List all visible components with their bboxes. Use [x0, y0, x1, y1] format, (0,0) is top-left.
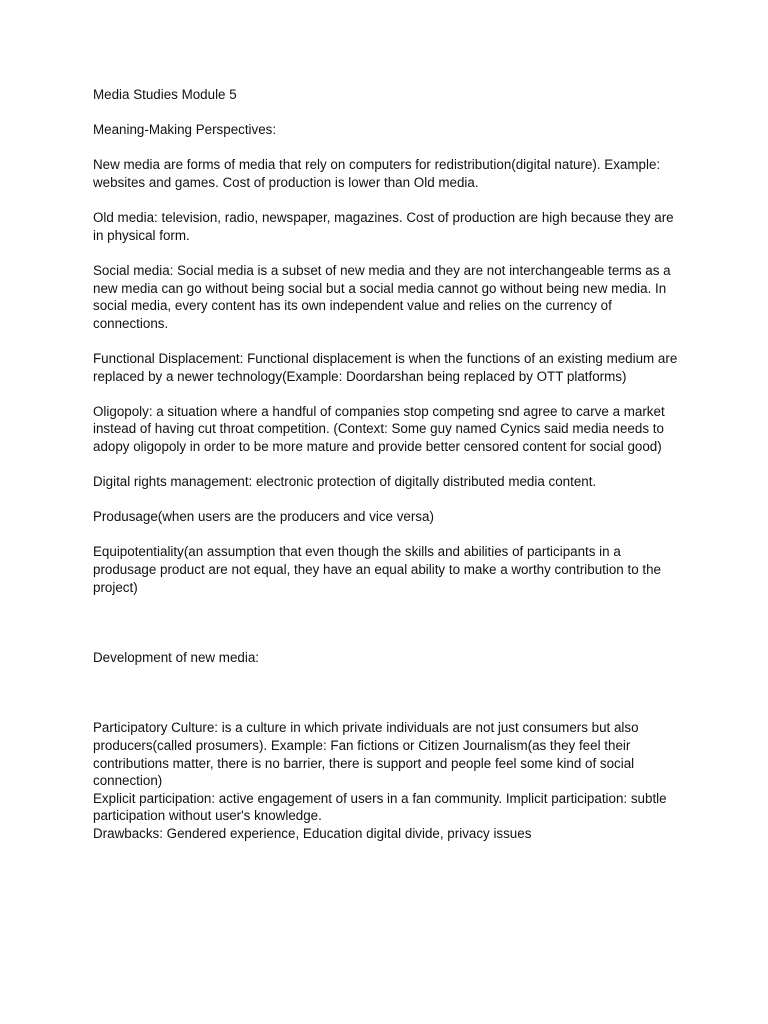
spacer: [93, 491, 683, 509]
paragraph-equipotentiality: Equipotentiality(an assumption that even though the skills and abilities of participants in a produsage product are not equal, they have an equal ability to make a worthy contribution to the project): [93, 544, 661, 595]
spacer: [93, 192, 683, 210]
paragraph-participation-types: Explicit participation: active engagement of users in a fan community. Implicit participation: subtle participation without user's knowledge.: [93, 790, 667, 824]
paragraph-old-media: Old media: television, radio, newspaper, magazines. Cost of production are high because they are in physical form.: [93, 210, 674, 243]
paragraph-functional-displacement: Functional Displacement: Functional displacement is when the functions of an existing medium are replaced by a newer technology(Example: Doordarshan being replaced by OTT platforms): [93, 350, 678, 384]
document-title: Media Studies Module 5: [93, 87, 237, 102]
section-heading-meaning-making: Meaning-Making Perspectives:: [93, 122, 277, 138]
paragraph-oligopoly: Oligopoly: a situation where a handful of companies stop competing snd agree to carve a market instead of having cut throat competition. (Context: Some guy named Cynics said media needs to adopy oligopoly in order to be more mature and provide better censored content for social good): [93, 403, 665, 454]
spacer: [93, 667, 683, 720]
spacer: [93, 526, 683, 544]
spacer: [93, 104, 683, 122]
paragraph-new-media: New media are forms of media that rely on computers for redistribution(digital nature). Example: websites and games. Cost of production is lower than Old media.: [93, 157, 661, 190]
section-heading-development: Development of new media:: [93, 650, 259, 666]
paragraph-drm: Digital rights management: electronic protection of digitally distributed media content.: [93, 474, 597, 490]
spacer: [93, 455, 683, 473]
paragraph-participatory-culture: Participatory Culture: is a culture in which private individuals are not just consumers but also producers(called prosumers). Example: Fan fictions or Citizen Journalism(as they feel their contributions matter, there is no barrier, there is support and people feel some kind of social connection): [93, 720, 639, 789]
paragraph-social-media: Social media: Social media is a subset of new media and they are not interchangeable terms as a new media can go without being social but a social media cannot go without being new media. In social media, every content has its own independent value and relies on the currency of connections.: [93, 262, 671, 331]
document-body: [93, 86, 683, 843]
spacer: [93, 332, 683, 350]
spacer: [93, 596, 683, 649]
paragraph-drawbacks: Drawbacks: Gendered experience, Education digital divide, privacy issues: [93, 825, 532, 841]
spacer: [93, 139, 683, 157]
paragraph-produsage: Produsage(when users are the producers and vice versa): [93, 509, 434, 525]
spacer: [93, 385, 683, 403]
spacer: [93, 244, 683, 262]
